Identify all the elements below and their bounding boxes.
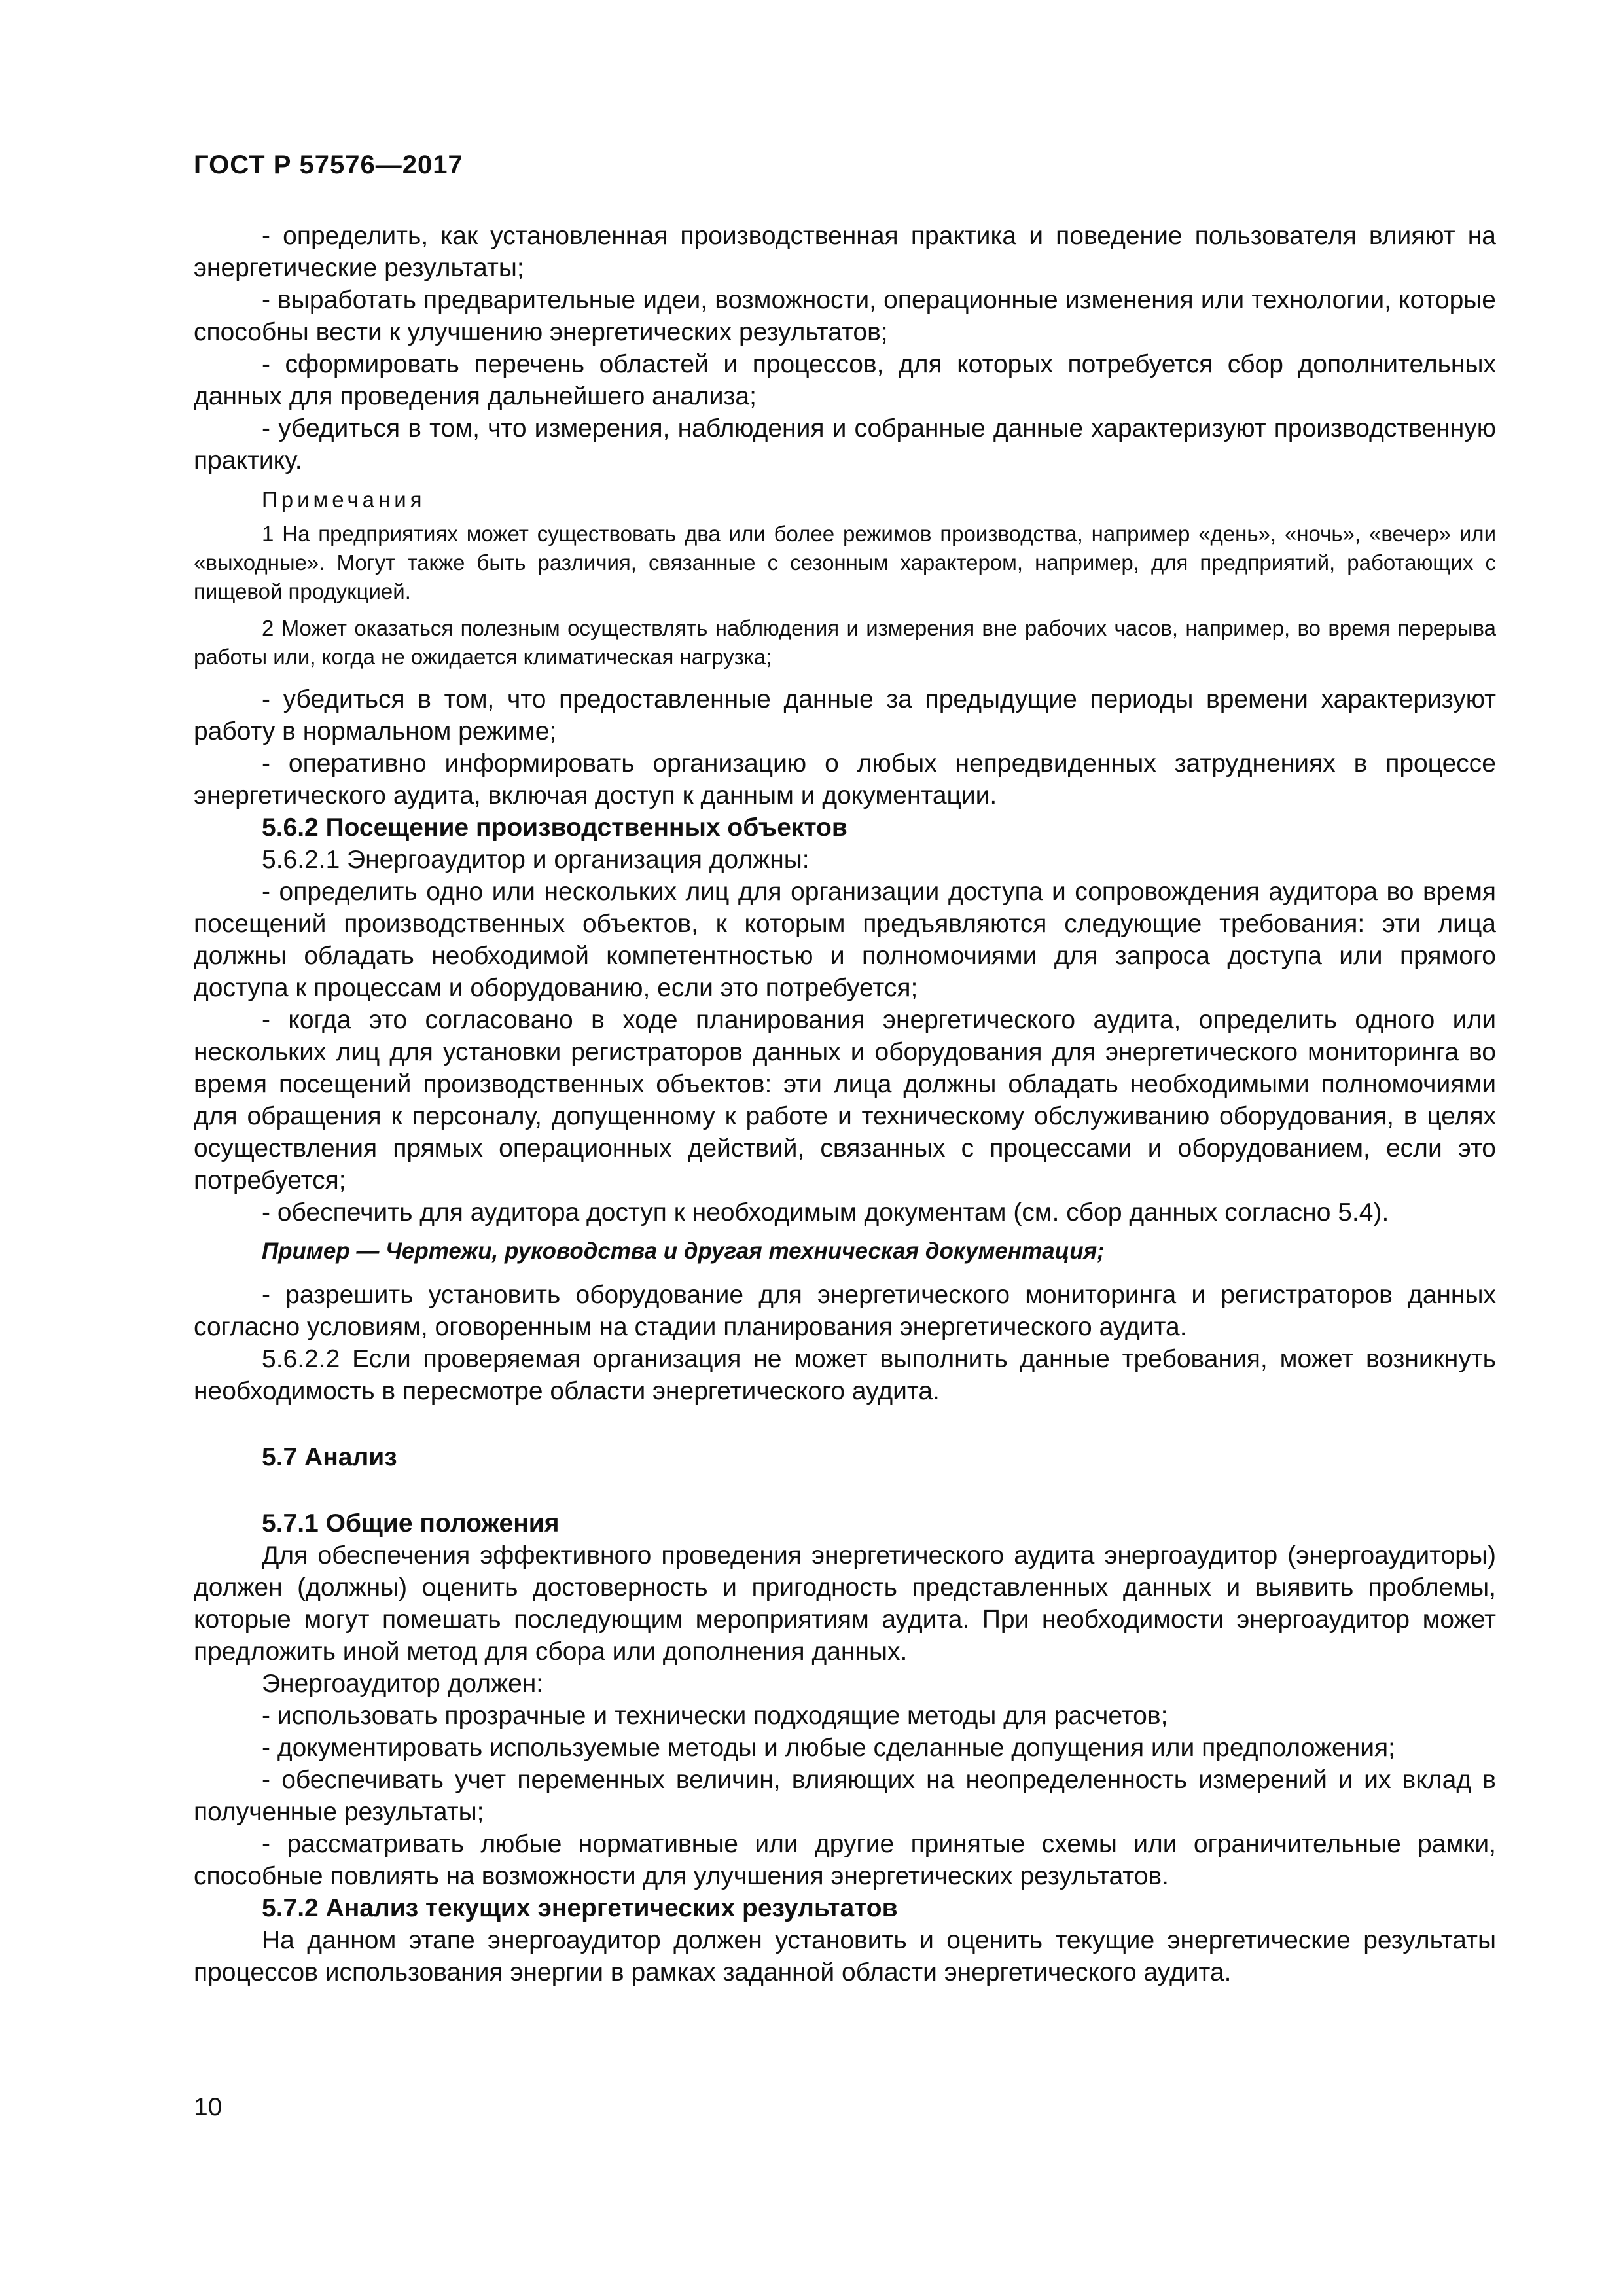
paragraph: - убедиться в том, что измерения, наблюдения и собранные данные характеризуют производственную практику. — [194, 414, 1496, 475]
note-2: 2 Может оказаться полезным осуществлять наблюдения и измерения вне рабочих часов, например, во время перерыва работы или, когда не ожидается климатическая нагрузка; — [194, 616, 1496, 669]
paragraph: - разрешить установить оборудование для энергетического мониторинга и регистраторов данных согласно условиям, оговоренным на стадии планирования энергетического аудита. — [194, 1281, 1496, 1341]
paragraph: - рассматривать любые нормативные или другие принятые схемы или ограничительные рамки, способные повлиять на возможности для улучшения энергетических результатов. — [194, 1830, 1496, 1890]
paragraph: - сформировать перечень областей и процессов, для которых потребуется сбор дополнительных данных для проведения дальнейшего анализа; — [194, 350, 1496, 410]
section-heading-5-7: 5.7 Анализ — [262, 1443, 397, 1471]
paragraph: На данном этапе энергоаудитор должен установить и оценить текущие энергетические результаты процессов использования энергии в рамках заданной области энергетического аудита. — [194, 1926, 1496, 1986]
notes-title: Примечания — [262, 488, 426, 512]
paragraph: - определить одно или нескольких лиц для организации доступа и сопровождения аудитора во время посещений производственных объектов, к которым предъявляются следующие требования: эти лица должны обладать необходимой компетентностью и полномочиями для запроса доступа или прямого доступа к процессам и оборудованию, если это потребуется; — [194, 878, 1496, 1002]
paragraph: 5.6.2.1 Энергоаудитор и организация должны: — [262, 846, 810, 874]
paragraph: Для обеспечения эффективного проведения энергетического аудита энергоаудитор (энергоаудиторы) должен (должны) оценить достоверность и пригодность представленных данных и выявить проблемы, которые могут помешать последующим мероприятиям аудита. При необходимости энергоаудитор может предложить иной метод для сбора или дополнения данных. — [194, 1541, 1496, 1666]
paragraph: - оперативно информировать организацию о любых непредвиденных затруднениях в процессе энергетического аудита, включая доступ к данным и документации. — [194, 749, 1496, 810]
section-heading-5-6-2: 5.6.2 Посещение производственных объектов — [262, 814, 847, 842]
document-header: ГОСТ Р 57576—2017 — [194, 151, 463, 179]
paragraph: - убедиться в том, что предоставленные данные за предыдущие периоды времени характеризуют работу в нормальном режиме; — [194, 685, 1496, 745]
paragraph: - обеспечить для аудитора доступ к необходимым документам (см. сбор данных согласно 5.4). — [262, 1198, 1389, 1227]
paragraph: - документировать используемые методы и любые сделанные допущения или предположения; — [262, 1734, 1395, 1762]
note-1: 1 На предприятиях может существовать два или более режимов производства, например «день», «ночь», «вечер» или «выходные». Могут также быть различия, связанные с сезонным характером, например, для предприятий, работающих с пищевой продукцией. — [194, 522, 1496, 603]
example-text: Пример — Чертежи, руководства и другая техническая документация; — [262, 1238, 1105, 1264]
paragraph: Энергоаудитор должен: — [262, 1670, 544, 1698]
paragraph: - когда это согласовано в ходе планирования энергетического аудита, определить одного или нескольких лиц для установки регистраторов данных и оборудования для энергетического мониторинга во время посещений производственных объектов: эти лица должны обладать необходимыми полномочиями для обращения к персоналу, допущенному к работе и техническому обслуживанию оборудования, в целях осуществления прямых операционных действий, связанных с процессами и оборудованием, если это потребуется; — [194, 1006, 1496, 1194]
paragraph: - использовать прозрачные и технически подходящие методы для расчетов; — [262, 1702, 1168, 1730]
page-number: 10 — [194, 2093, 223, 2121]
section-heading-5-7-2: 5.7.2 Анализ текущих энергетических результатов — [262, 1894, 898, 1922]
section-heading-5-7-1: 5.7.1 Общие положения — [262, 1509, 560, 1537]
document-body — [194, 220, 1496, 1988]
paragraph: - определить, как установленная производственная практика и поведение пользователя влияют на энергетические результаты; — [194, 222, 1496, 282]
paragraph: 5.6.2.2 Если проверяемая организация не может выполнить данные требования, может возникнуть необходимость в пересмотре области энергетического аудита. — [194, 1345, 1496, 1405]
paragraph: - обеспечивать учет переменных величин, влияющих на неопределенность измерений и их вклад в полученные результаты; — [194, 1766, 1496, 1826]
paragraph: - выработать предварительные идеи, возможности, операционные изменения или технологии, которые способны вести к улучшению энергетических результатов; — [194, 286, 1496, 346]
